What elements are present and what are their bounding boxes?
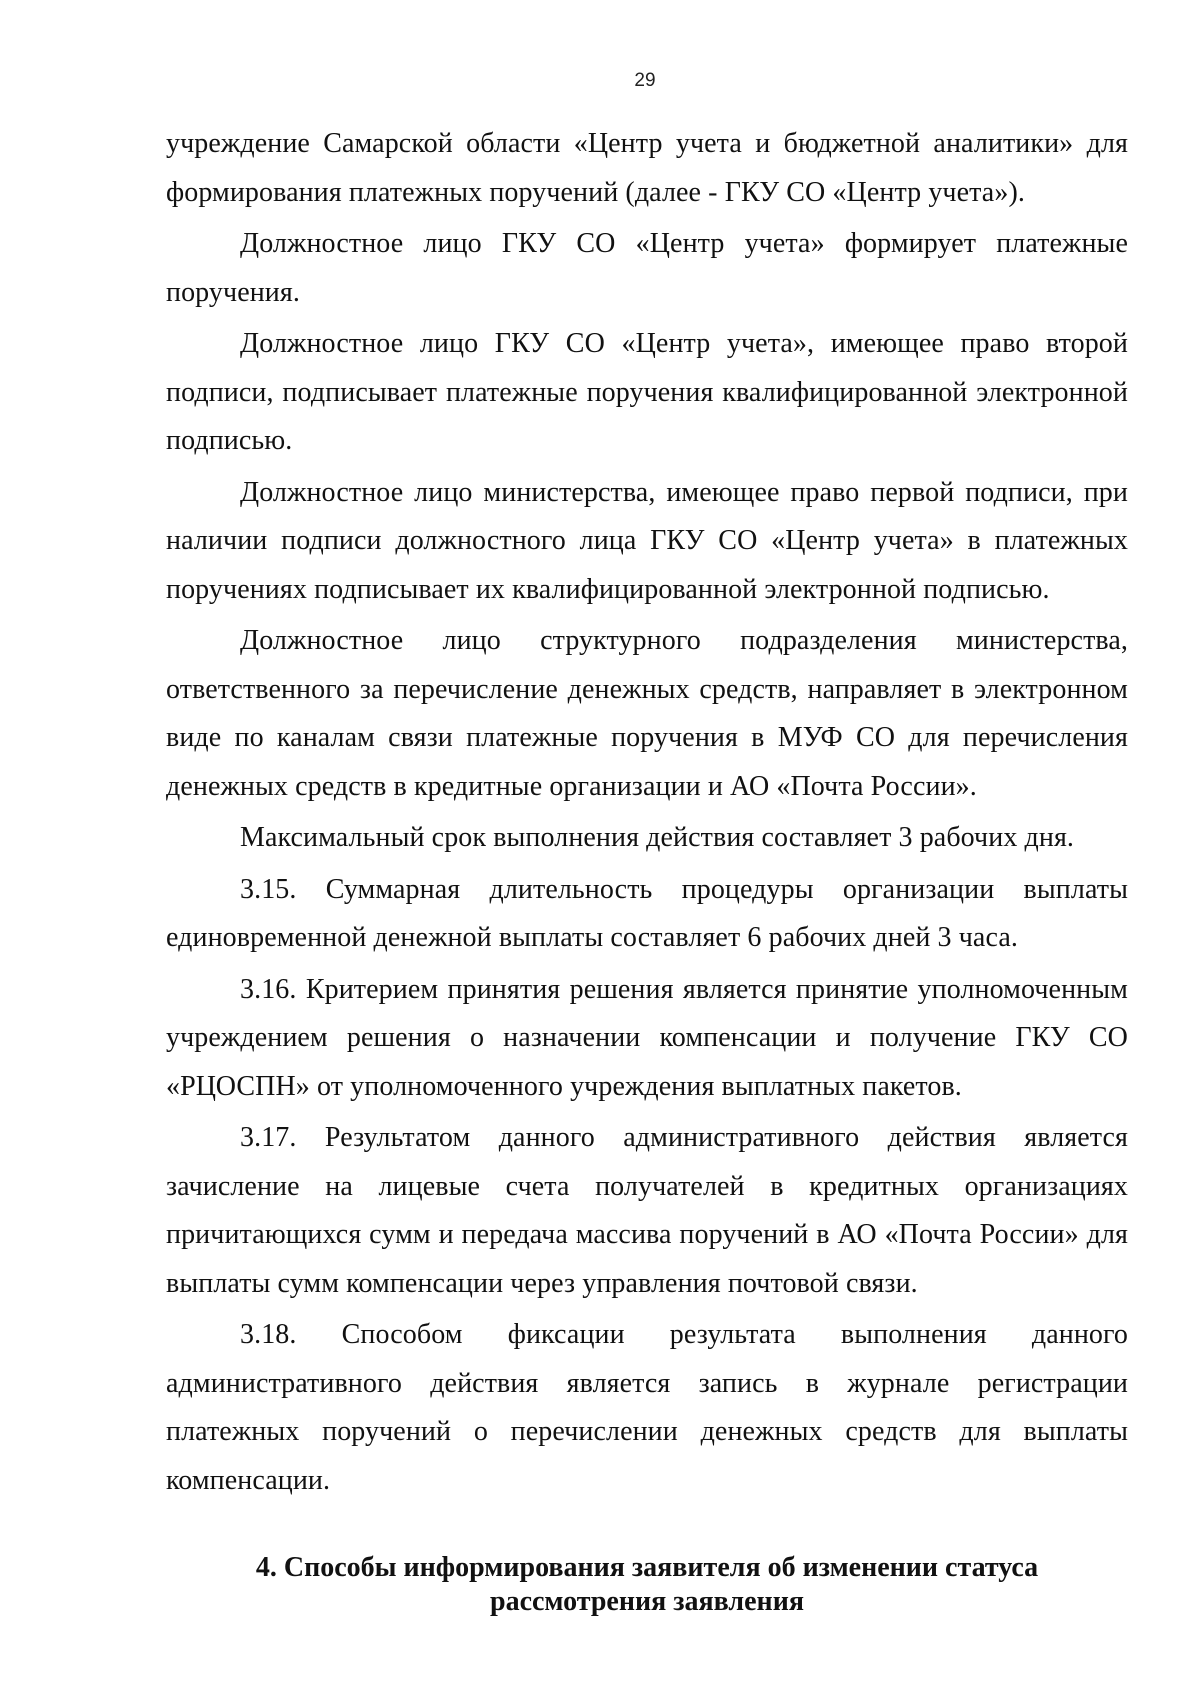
paragraph-max-term: Максимальный срок выполнения действия составляет 3 рабочих дня. [240,822,1075,853]
paragraph-first-signature: Должностное лицо министерства, имеющее право первой подписи, при наличии подписи должностного лица ГКУ СО «Центр учета» в платежных поручениях подписывает их квалифицированной электронной подписью. [166,476,1128,605]
paragraph-transfer: Должностное лицо структурного подразделения министерства, ответственного за перечисление денежных средств, направляет в электронном виде по каналам связи платежные поручения в МУФ СО для перечисления денежных средств в кредитные организации и АО «Почта России». [166,625,1128,802]
paragraph-second-signature: Должностное лицо ГКУ СО «Центр учета», имеющее право второй подписи, подписывает платежные поручения квалифицированной электронной подписью. [166,328,1128,456]
paragraph-forms-orders: Должностное лицо ГКУ СО «Центр учета» формирует платежные поручения. [166,228,1128,308]
paragraph-3-17: 3.17. Результатом данного административного действия является зачисление на лицевые счета получателей в кредитных организациях причитающихся сумм и передача массива поручений в АО «Почта России» для выплаты сумм компенсации через управления почтовой связи. [166,1122,1128,1299]
paragraph-3-18: 3.18. Способом фиксации результата выполнения данного административного действия является запись в журнале регистрации платежных поручений о перечислении денежных средств для выплаты компенсации. [166,1319,1128,1496]
page-number: 29 [634,70,656,91]
document-body [166,120,1128,1619]
paragraph-3-16: 3.16. Критерием принятия решения является принятие уполномоченным учреждением решения о назначении компенсации и получение ГКУ СО «РЦОСПН» от уполномоченного учреждения выплатных пакетов. [166,973,1128,1102]
section-heading-line-2: рассмотрения заявления [490,1586,804,1617]
section-heading [166,1551,1128,1619]
section-heading-line-1: 4. Способы информирования заявителя об изменении статуса [255,1552,1039,1583]
paragraph-3-15: 3.15. Суммарная длительность процедуры организации выплаты единовременной денежной выплаты составляет 6 рабочих дней 3 часа. [166,873,1128,953]
paragraph-continuation: учреждение Самарской области «Центр учета и бюджетной аналитики» для формирования платежных поручений (далее - ГКУ СО «Центр учета»). [166,128,1128,208]
